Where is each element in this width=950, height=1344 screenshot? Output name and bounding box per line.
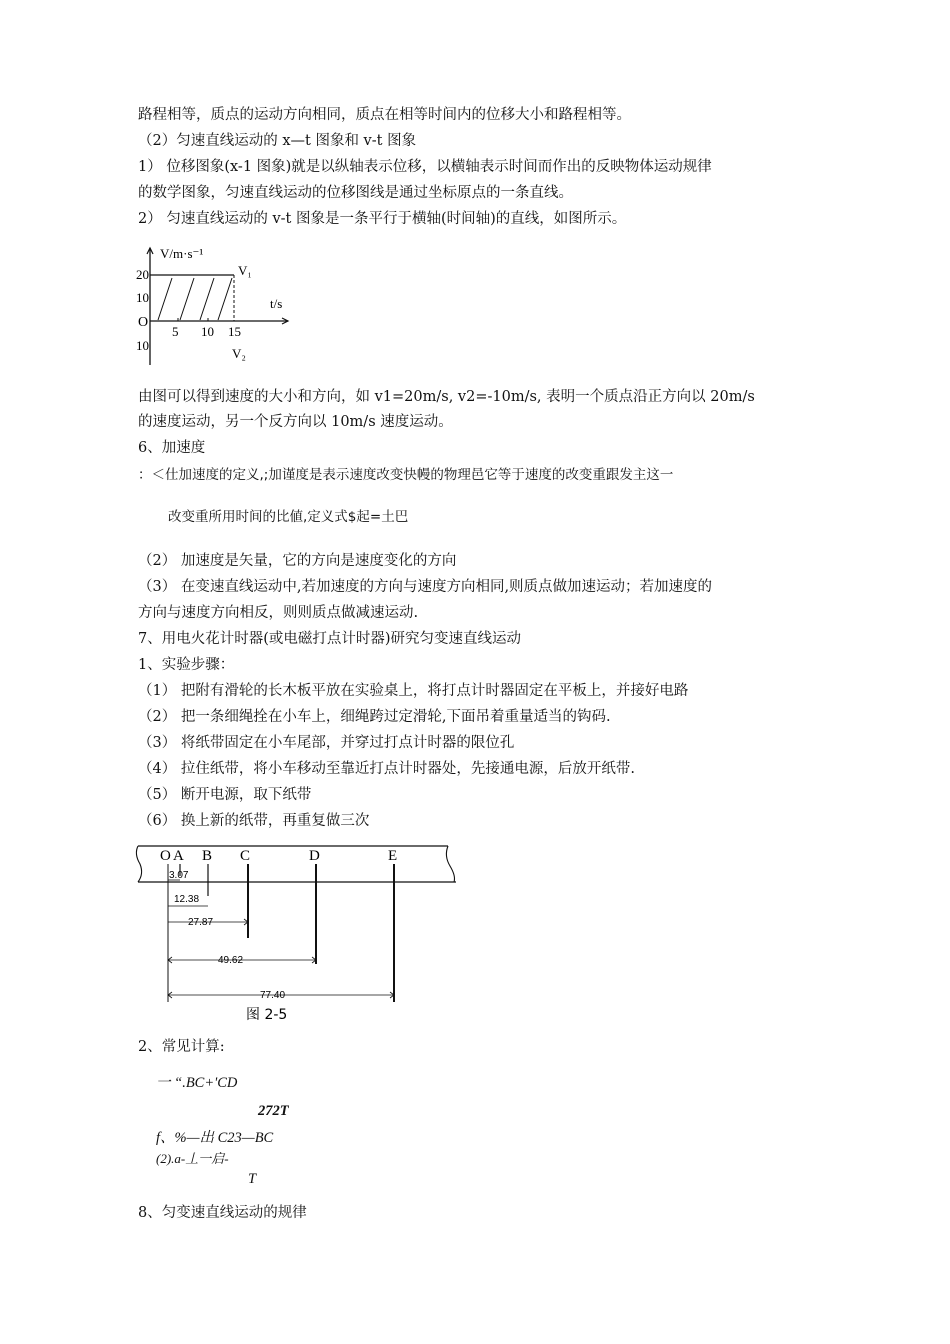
paragraph-line: 路程相等，质点的运动方向相同，质点在相等时间内的位移大小和路程相等。 bbox=[138, 107, 631, 123]
point-label-b: B bbox=[202, 848, 213, 864]
section-heading: 7、用电火花计时器(或电磁打点计时器)研究匀变速直线运动 bbox=[138, 631, 522, 647]
list-item: （4） 拉住纸带，将小车移动至靠近打点计时器处，先接通电源，后放开纸带. bbox=[138, 761, 635, 777]
formula-line: 272T bbox=[258, 1103, 289, 1119]
paragraph-line: （3） 在变速直线运动中,若加速度的方向与速度方向相同,则质点做加速运动；若加速度的 bbox=[138, 579, 713, 595]
paragraph-line: 1） 位移图象(x-1 图象)就是以纵轴表示位移，以横轴表示时间而作出的反映物体运动规律 bbox=[138, 159, 712, 175]
paragraph-line: 的数学图象，匀速直线运动的位移图线是通过坐标原点的一条直线。 bbox=[138, 185, 573, 201]
distance-label: 27.87 bbox=[188, 917, 214, 928]
x-axis-label: t/s bbox=[270, 296, 283, 311]
formula-line: 一 “.BC+'CD bbox=[156, 1075, 238, 1091]
figure-caption: 图 2-5 bbox=[246, 1007, 288, 1023]
y-tick-label: 10 bbox=[136, 338, 149, 353]
x-tick-label: 10 bbox=[201, 324, 214, 339]
x-tick-label: 15 bbox=[228, 324, 241, 339]
paragraph-line: 方向与速度方向相反，则则质点做减速运动. bbox=[138, 605, 419, 621]
tape-left-break bbox=[136, 846, 141, 882]
paragraph-line: 由图可以得到速度的大小和方向，如 v1=20m/s, v2=-10m/s, 表明一个质点沿正方向以 20m/s bbox=[138, 389, 755, 405]
point-label-d: D bbox=[309, 848, 320, 864]
list-item: （1） 把附有滑轮的长木板平放在实验桌上，将打点计时器固定在平板上，并接好电路 bbox=[138, 683, 689, 699]
point-label-c: C bbox=[240, 848, 251, 864]
formula-line: T bbox=[248, 1171, 257, 1187]
origin-label: O bbox=[138, 315, 149, 330]
formula-line: f、%—出 C23—BC bbox=[156, 1130, 274, 1146]
v1-label: V₁ bbox=[238, 263, 252, 278]
section-heading: 1、实验步骤： bbox=[138, 657, 235, 673]
distance-label: 77.40 bbox=[260, 990, 286, 1001]
y-tick-label: 10 bbox=[136, 290, 149, 305]
list-item: （6） 换上新的纸带，再重复做三次 bbox=[138, 813, 370, 829]
y-tick-label: 20 bbox=[136, 267, 149, 282]
vt-graph bbox=[138, 240, 298, 370]
hatch-line bbox=[200, 278, 214, 320]
section-heading: 6、加速度 bbox=[138, 440, 206, 456]
ticker-tape-figure bbox=[138, 842, 468, 1024]
hatch-line bbox=[180, 278, 194, 320]
distance-label: 3.07 bbox=[169, 870, 189, 881]
tape-right-break bbox=[446, 846, 454, 882]
list-item: （3） 将纸带固定在小车尾部，并穿过打点计时器的限位孔 bbox=[138, 735, 515, 751]
section-heading: 8、匀变速直线运动的规律 bbox=[138, 1205, 307, 1221]
paragraph-line: （2） 加速度是矢量，它的方向是速度变化的方向 bbox=[138, 553, 457, 569]
paragraph-line: 改变重所用时间的比値,定义式$起=土巴 bbox=[168, 509, 409, 525]
hatch-line bbox=[218, 278, 232, 320]
point-label-o: O bbox=[160, 848, 171, 864]
hatch-line bbox=[158, 278, 172, 320]
point-label-e: E bbox=[388, 848, 398, 864]
v2-label: V₂ bbox=[232, 346, 246, 361]
paragraph-line: 的速度运动，另一个反方向以 10m/s 速度运动。 bbox=[138, 414, 453, 430]
point-label-a: A bbox=[173, 848, 184, 864]
ticker-tape-diagram bbox=[138, 842, 468, 1024]
paragraph-line: ：＜仕加速度的定义,;加谨度是表示速度改变快幔的物理邑它等于速度的改变重跟发主这一 bbox=[138, 467, 674, 483]
section-heading: 2、常见计算: bbox=[138, 1039, 225, 1055]
list-item: （2） 把一条细绳拴在小车上，细绳跨过定滑轮,下面吊着重量适当的钩码. bbox=[138, 709, 611, 725]
distance-label: 12.38 bbox=[174, 894, 200, 905]
y-axis-label: V/m·s⁻¹ bbox=[160, 246, 204, 261]
paragraph-line: 2） 匀速直线运动的 v-t 图象是一条平行于横轴(时间轴)的直线，如图所示。 bbox=[138, 211, 627, 227]
list-item: （5） 断开电源，取下纸带 bbox=[138, 787, 312, 803]
x-tick-label: 5 bbox=[172, 324, 179, 339]
section-heading: （2）匀速直线运动的 x—t 图象和 v-t 图象 bbox=[138, 133, 417, 149]
vt-graph-figure bbox=[138, 240, 298, 370]
formula-line: (2).a-丄一启- bbox=[156, 1151, 229, 1166]
distance-label: 49.62 bbox=[218, 955, 244, 966]
